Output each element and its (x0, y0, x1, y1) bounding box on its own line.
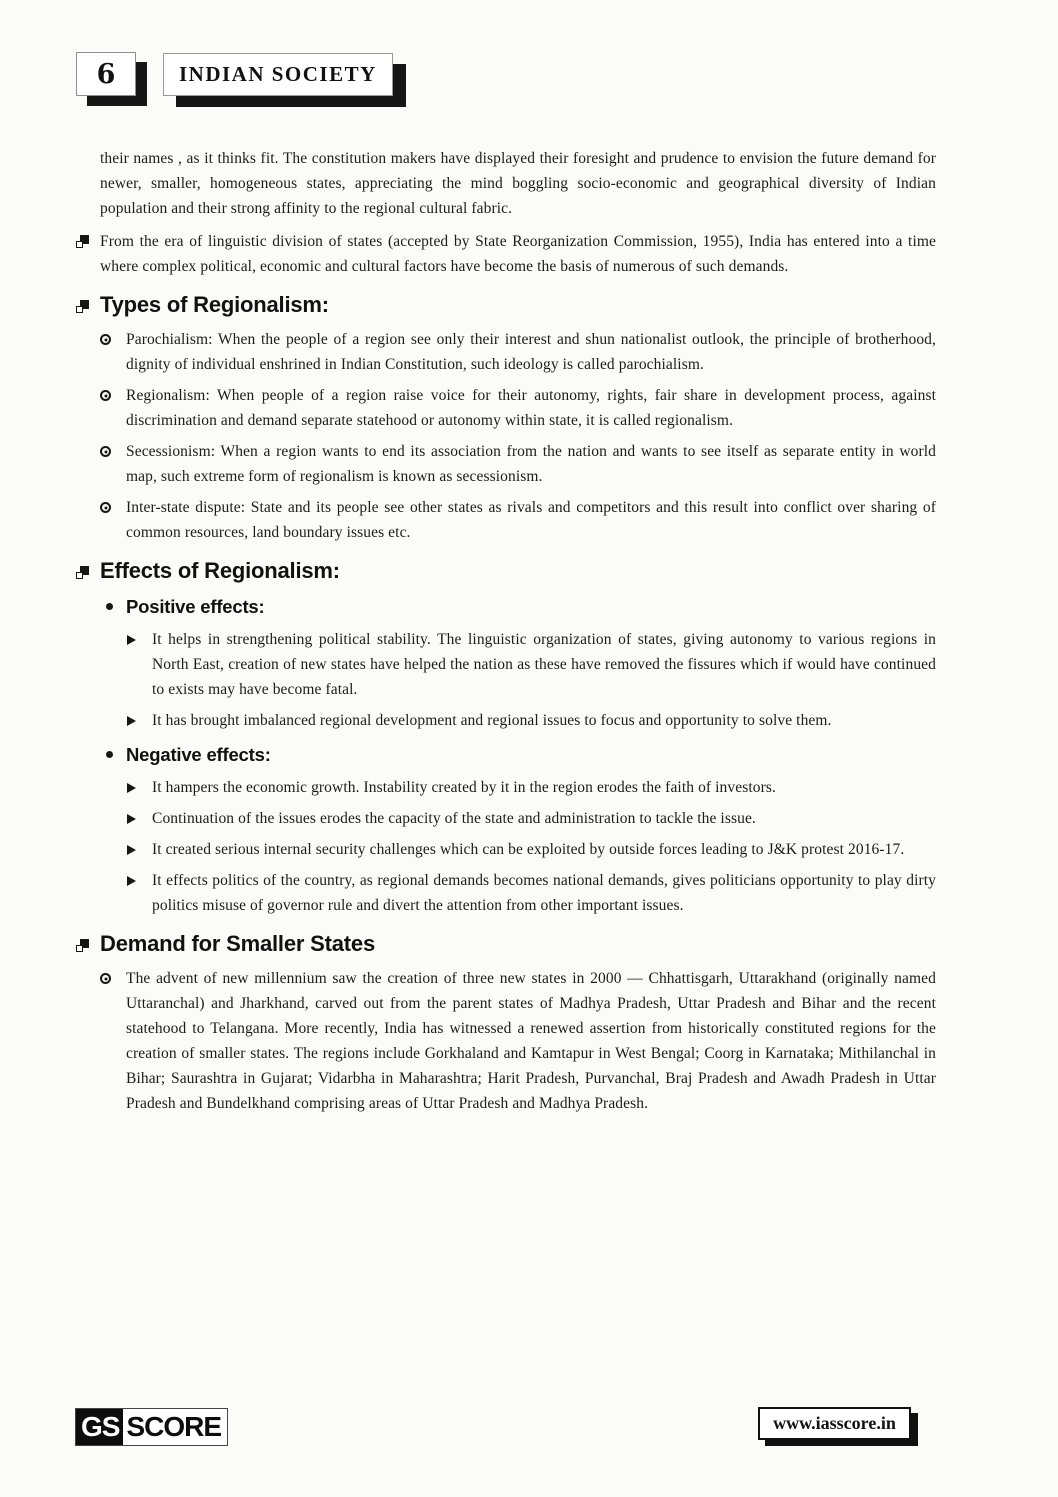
list-item (152, 806, 936, 831)
section-heading-text: Demand for Smaller States (100, 931, 375, 956)
list-item (126, 966, 936, 1116)
list-item (152, 868, 936, 918)
list-item (100, 229, 936, 279)
page-content (100, 146, 936, 1122)
intro-continuation-paragraph: their names , as it thinks fit. The constitution makers have displayed their foresight and prudence to envision the future demand for newer, smaller, homogeneous states, appreciating the mind boggling socio-economic and geographical diversity of Indian population and their strong affinity to the regional cultural fabric. (100, 150, 936, 217)
gsscore-logo (75, 1408, 228, 1446)
list-item-text: The advent of new millennium saw the creation of three new states in 2000 — Chhattisgarh, Uttarakhand (originally named Uttaranchal) and Jharkhand, carved out from the parent states of Madhya Pradesh, Uttar Pradesh and Bihar and the recent statehood to Telangana. More recently, India has witnessed a renewed assertion from historically constituted regions for the creation of smaller states. The regions include Gorkhaland and Kamtapur in West Bengal; Coorg in Karnataka; Mithilanchal in Bihar; Saurashtra in Gujarat; Vidarbha in Maharashtra; Harit Pradesh, Purvanchal, Braj Pradesh and Awadh Pradesh in Uttar Pradesh and Bundelkhand comprising areas of Uttar Pradesh and Madhya Pradesh. (126, 970, 936, 1112)
chapter-title: INDIAN SOCIETY (179, 62, 377, 86)
list-item-text: Parochialism: When the people of a region see only their interest and shun nationalist outlook, the principle of brotherhood, dignity of individual enshrined in Indian Constitution, such ideology is called parochialism. (126, 331, 936, 373)
square-bullet-icon (76, 300, 89, 313)
list-item-text: Inter-state dispute: State and its people see other states as rivals and competitors and this result into conflict over sharing of common resources, land boundary issues etc. (126, 499, 936, 541)
page-number: 6 (96, 58, 116, 90)
list-item-text: Continuation of the issues erodes the capacity of the state and administration to tackle the issue. (152, 810, 756, 827)
dot-bullet-icon (106, 603, 113, 610)
subsection-heading-text: Negative effects: (126, 744, 271, 765)
square-bullet-icon (76, 566, 89, 579)
list-item-text: It created serious internal security challenges which can be exploited by outside forces leading to J&K protest 2016-17. (152, 841, 905, 858)
subsection-heading-positive (126, 595, 936, 619)
square-bullet-icon (76, 939, 89, 952)
arrow-bullet-icon (127, 635, 136, 645)
list-item-text: It effects politics of the country, as regional demands becomes national demands, gives politicians opportunity to play dirty politics misuse of governor rule and divert the attention from other important issues. (152, 872, 936, 914)
logo-gs-block: GS (76, 1409, 123, 1445)
chapter-title-box (163, 53, 393, 96)
section-heading-types (100, 291, 936, 319)
logo-score-block: SCORE (126, 1411, 222, 1442)
fisheye-bullet-icon (100, 334, 111, 345)
section-heading-text: Effects of Regionalism: (100, 558, 340, 583)
list-item-text: Secessionism: When a region wants to end its association from the nation and wants to see itself as separate entity in world map, such extreme form of regionalism is known as secessionism. (126, 443, 936, 485)
arrow-bullet-icon (127, 876, 136, 886)
section-heading-effects (100, 557, 936, 585)
list-item-text: It helps in strengthening political stability. The linguistic organization of states, giving autonomy to various regions in North East, creation of new states have helped the nation as these have removed the fissures which if would have continued to exists may have become fatal. (152, 631, 936, 698)
list-item (152, 775, 936, 800)
list-item-text: Regionalism: When people of a region raise voice for their autonomy, rights, fair share in development process, against discrimination and demand separate statehood or autonomy within state, it is called regionalism. (126, 387, 936, 429)
list-item-text: It hampers the economic growth. Instability created by it in the region erodes the faith of investors. (152, 779, 776, 796)
arrow-bullet-icon (127, 845, 136, 855)
arrow-bullet-icon (127, 783, 136, 793)
list-item (126, 439, 936, 489)
website-link[interactable]: www.iasscore.in (758, 1407, 911, 1440)
fisheye-bullet-icon (100, 973, 111, 984)
list-item-text: It has brought imbalanced regional development and regional issues to focus and opportunity to solve them. (152, 712, 832, 729)
section-heading-text: Types of Regionalism: (100, 292, 329, 317)
list-item (126, 383, 936, 433)
list-item (152, 627, 936, 702)
list-item (152, 837, 936, 862)
dot-bullet-icon (106, 751, 113, 758)
arrow-bullet-icon (127, 716, 136, 726)
fisheye-bullet-icon (100, 502, 111, 513)
subsection-heading-negative (126, 743, 936, 767)
square-bullet-icon (76, 235, 89, 248)
list-item (152, 708, 936, 733)
fisheye-bullet-icon (100, 390, 111, 401)
arrow-bullet-icon (127, 814, 136, 824)
list-item (126, 327, 936, 377)
fisheye-bullet-icon (100, 446, 111, 457)
list-item-text: From the era of linguistic division of states (accepted by State Reorganization Commission, 1955), India has entered into a time where complex political, economic and cultural factors have become the basis of numerous of such demands. (100, 233, 936, 275)
page-number-box (76, 52, 136, 96)
subsection-heading-text: Positive effects: (126, 596, 265, 617)
section-heading-demand (100, 930, 936, 958)
list-item (126, 495, 936, 545)
